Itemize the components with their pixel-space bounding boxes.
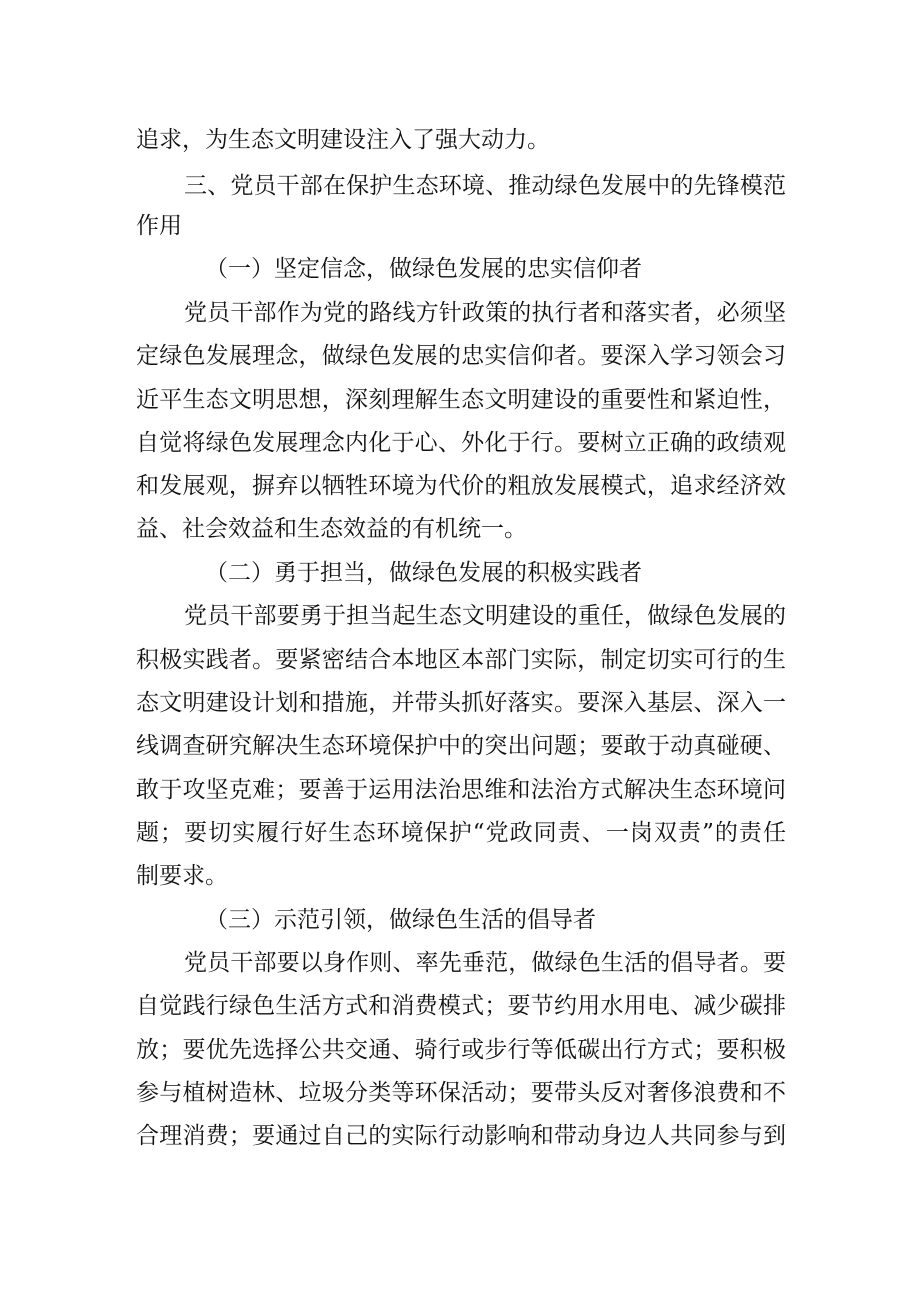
section-heading-continued: 作用 [136, 213, 182, 239]
section-heading: 三、党员干部在保护生态环境、推动绿色发展中的先锋模范 [184, 173, 786, 199]
paragraph-line: 合理消费；要通过自己的实际行动影响和带动身边人共同参与到 [136, 1123, 786, 1149]
paragraph-line: 积极实践者。要紧密结合本地区本部门实际，制定切实可行的生 [136, 647, 786, 673]
paragraph-line: 党员干部要以身作则、率先垂范，做绿色生活的倡导者。要 [184, 950, 786, 976]
subsection-heading-3: （三）示范引领，做绿色生活的倡导者 [205, 907, 596, 933]
paragraph-line: 党员干部作为党的路线方针政策的执行者和落实者，必须坚 [184, 300, 786, 326]
paragraph-line: 态文明建设计划和措施，并带头抓好落实。要深入基层、深入一 [136, 690, 786, 716]
paragraph-line: 定绿色发展理念，做绿色发展的忠实信仰者。要深入学习领会习 [136, 343, 786, 369]
paragraph-line: 近平生态文明思想，深刻理解生态文明建设的重要性和紧迫性， [136, 387, 786, 413]
paragraph-line: 追求，为生态文明建设注入了强大动力。 [136, 127, 550, 153]
paragraph-line: 参与植树造林、垃圾分类等环保活动；要带头反对奢侈浪费和不 [136, 1080, 786, 1106]
subsection-heading-2: （二）勇于担当，做绿色发展的积极实践者 [205, 560, 642, 586]
paragraph-line: 线调查研究解决生态环境保护中的突出问题；要敢于动真碰硬、 [136, 733, 786, 759]
paragraph-line: 益、社会效益和生态效益的有机统一。 [136, 516, 527, 542]
paragraph-line: 和发展观，摒弃以牺牲环境为代价的粗放发展模式，追求经济效 [136, 473, 786, 499]
paragraph-line: 党员干部要勇于担当起生态文明建设的重任，做绿色发展的 [184, 603, 786, 629]
subsection-heading-1: （一）坚定信念，做绿色发展的忠实信仰者 [205, 256, 642, 282]
paragraph-line: 自觉践行绿色生活方式和消费模式；要节约用水用电、减少碳排 [136, 993, 786, 1019]
paragraph-line: 制要求。 [136, 863, 228, 889]
paragraph-line: 题；要切实履行好生态环境保护“党政同责、一岗双责”的责任 [136, 820, 786, 846]
paragraph-line: 自觉将绿色发展理念内化于心、外化于行。要树立正确的政绩观 [136, 430, 786, 456]
paragraph-line: 敢于攻坚克难；要善于运用法治思维和法治方式解决生态环境问 [136, 777, 786, 803]
paragraph-line: 放；要优先选择公共交通、骑行或步行等低碳出行方式；要积极 [136, 1037, 786, 1063]
